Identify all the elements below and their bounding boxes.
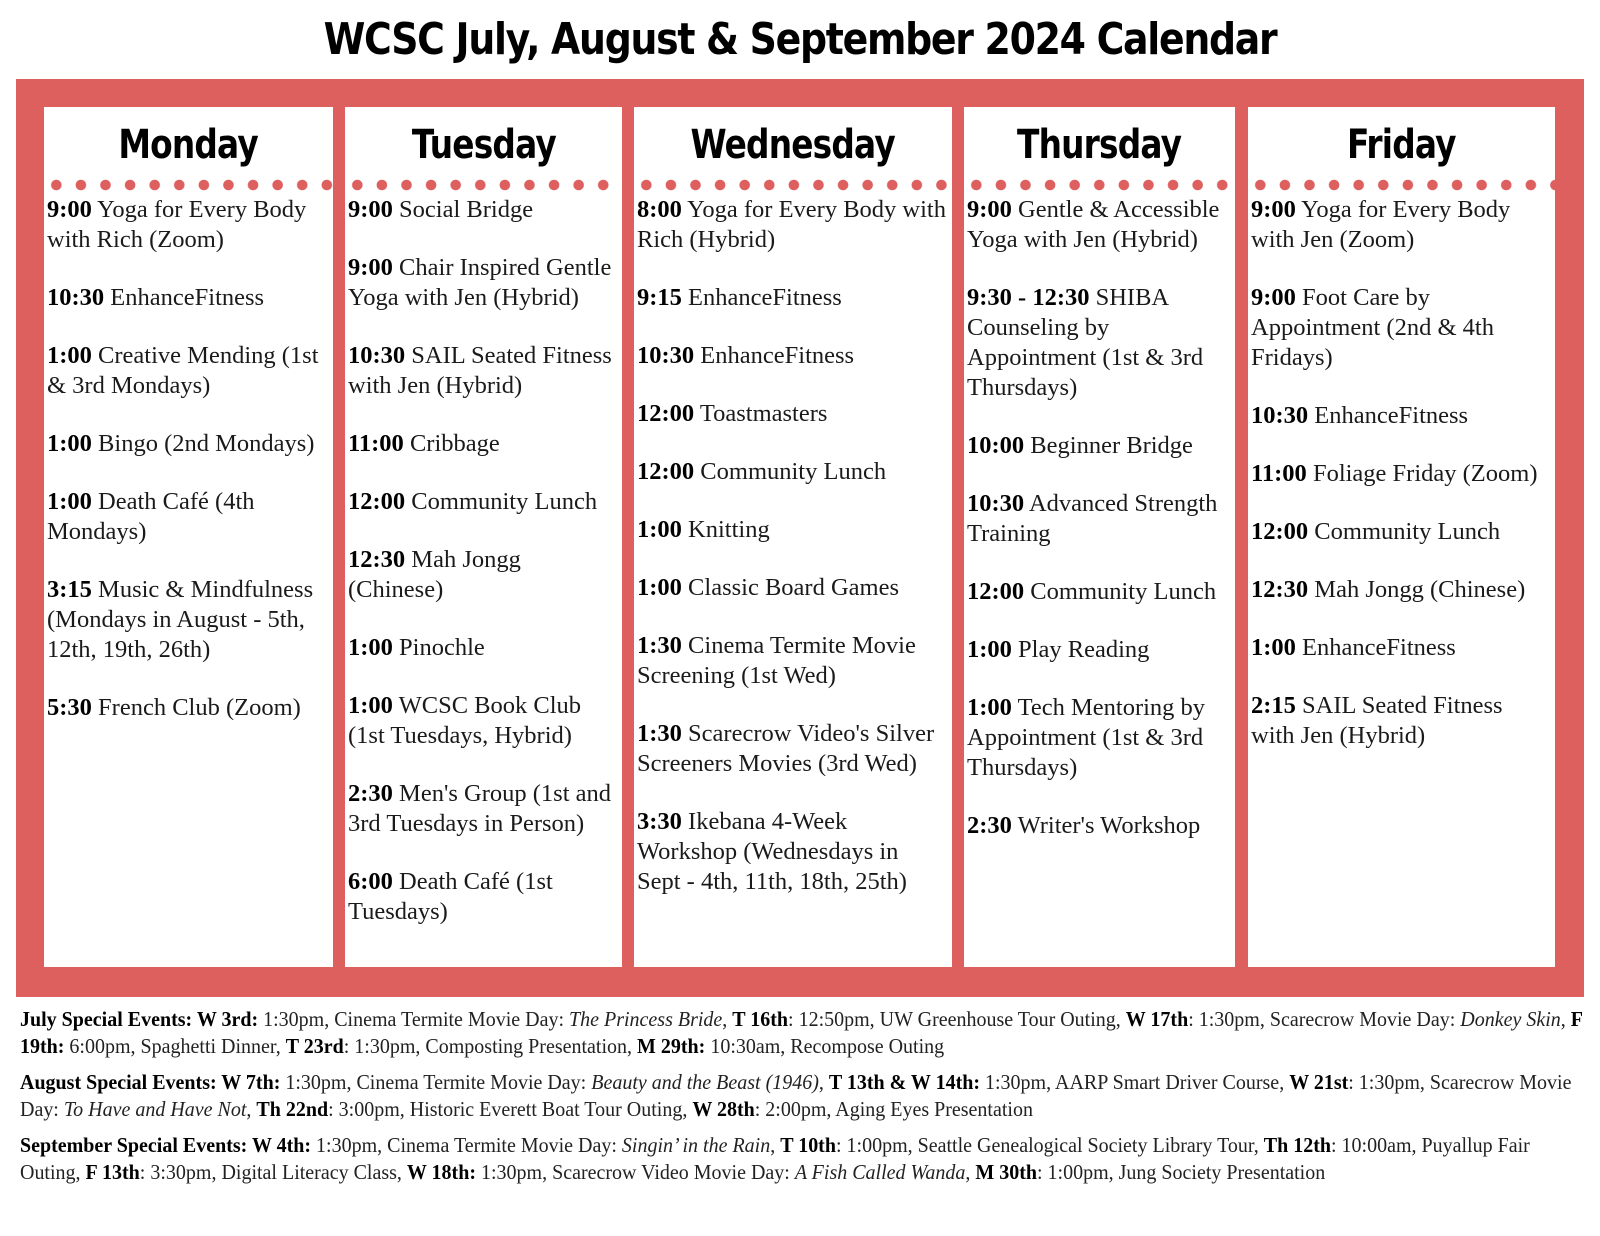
event-item xyxy=(47,283,329,313)
day-heading: Friday xyxy=(1347,122,1456,168)
event-time: 10:00 xyxy=(967,432,1025,459)
event-item xyxy=(967,283,1231,403)
event-title: Death Café (4th Mondays) xyxy=(47,488,255,545)
event-title: EnhanceFitness xyxy=(1295,634,1456,661)
event-time: 12:00 xyxy=(1251,518,1309,545)
event-item xyxy=(967,431,1231,461)
event-title: French Club (Zoom) xyxy=(91,694,301,721)
event-title: EnhanceFitness xyxy=(694,342,855,369)
day-column-monday xyxy=(44,107,333,967)
day-heading: Monday xyxy=(118,122,259,168)
special-events-month xyxy=(20,1132,1592,1186)
special-event-item: Th 22nd: 3:00pm, Historic Everett Boat Tour Outing, xyxy=(256,1097,693,1121)
event-title: Foliage Friday (Zoom) xyxy=(1306,460,1538,487)
day-column-friday xyxy=(1248,107,1555,967)
event-title: Community Lunch xyxy=(405,488,598,515)
special-event-item: W 4th: 1:30pm, Cinema Termite Movie Day: Singin’ in the Rain, xyxy=(251,1133,781,1157)
event-title: Pinochle xyxy=(392,634,485,661)
special-event-date: W 7th: xyxy=(221,1070,281,1094)
event-title: Mah Jongg (Chinese) xyxy=(348,546,521,603)
event-time: 1:00 xyxy=(967,636,1012,663)
event-title: Yoga for Every Body with Rich (Zoom) xyxy=(47,196,307,253)
event-time: 2:15 xyxy=(1251,692,1296,719)
event-time: 10:30 xyxy=(47,284,105,311)
event-item xyxy=(1251,517,1551,547)
movie-title: Beauty and the Beast (1946) xyxy=(591,1070,819,1094)
day-heading: Tuesday xyxy=(411,122,556,168)
event-time: 1:00 xyxy=(47,488,92,515)
event-title: Beginner Bridge xyxy=(1024,432,1193,459)
event-title: Bingo (2nd Mondays) xyxy=(91,430,315,457)
event-item xyxy=(348,867,618,927)
event-title: Community Lunch xyxy=(694,458,887,485)
event-time: 9:30 - 12:30 xyxy=(967,284,1090,311)
special-event-item: T 23rd: 1:30pm, Composting Presentation, xyxy=(285,1034,638,1058)
event-time: 9:00 xyxy=(47,196,92,223)
event-title: Music & Mindfulness (Mondays in August - 5th, 12th, 19th, 26th) xyxy=(47,576,314,663)
event-item xyxy=(348,545,618,605)
special-event-item: M 29th: 10:30am, Recompose Outing xyxy=(637,1034,945,1058)
event-title: Play Reading xyxy=(1011,636,1150,663)
event-item xyxy=(348,429,618,459)
event-item xyxy=(1251,401,1551,431)
event-item xyxy=(348,691,618,751)
special-event-date: Th 12th xyxy=(1263,1133,1331,1157)
event-time: 11:00 xyxy=(348,430,404,457)
event-time: 6:00 xyxy=(348,868,393,895)
event-item xyxy=(637,573,948,603)
special-event-date: F 13th xyxy=(85,1160,140,1184)
event-item xyxy=(348,633,618,663)
event-time: 11:00 xyxy=(1251,460,1307,487)
day-column-wednesday xyxy=(634,107,952,967)
event-title: Yoga for Every Body with Rich (Hybrid) xyxy=(637,196,946,253)
special-event-item: W 28th: 2:00pm, Aging Eyes Presentation xyxy=(692,1097,1033,1121)
special-event-item: W 18th: 1:30pm, Scarecrow Video Movie Day: A Fish Called Wanda, xyxy=(406,1160,976,1184)
event-item xyxy=(1251,459,1551,489)
special-events-label: August Special Events: xyxy=(20,1070,222,1094)
event-item xyxy=(348,487,618,517)
event-time: 10:30 xyxy=(637,342,695,369)
event-title: Foot Care by Appointment (2nd & 4th Fridays) xyxy=(1251,284,1494,371)
day-column-thursday xyxy=(964,107,1235,967)
special-event-date: W 21st xyxy=(1289,1070,1349,1094)
special-event-date: F 19th: xyxy=(20,1007,1583,1058)
event-title: Cribbage xyxy=(403,430,500,457)
day-heading: Thursday xyxy=(1017,122,1182,168)
event-title: Scarecrow Video's Silver Screeners Movies (3rd Wed) xyxy=(637,720,935,777)
movie-title: The Princess Bride xyxy=(569,1007,723,1031)
event-title: Advanced Strength Training xyxy=(967,490,1218,547)
event-item xyxy=(47,693,329,723)
event-title: EnhanceFitness xyxy=(1308,402,1469,429)
special-event-item: T 16th: 12:50pm, UW Greenhouse Tour Outing, xyxy=(732,1007,1126,1031)
special-events-label: September Special Events: xyxy=(20,1133,252,1157)
event-time: 1:00 xyxy=(637,574,682,601)
event-item xyxy=(348,341,618,401)
week-grid xyxy=(44,107,1555,967)
event-title: SAIL Seated Fitness with Jen (Hybrid) xyxy=(348,342,612,399)
special-event-item: T 10th: 1:00pm, Seattle Genealogical Society Library Tour, xyxy=(780,1133,1264,1157)
event-item xyxy=(637,399,948,429)
event-time: 1:00 xyxy=(47,342,92,369)
event-time: 9:15 xyxy=(637,284,682,311)
event-item xyxy=(967,195,1231,255)
event-title: WCSC Book Club (1st Tuesdays, Hybrid) xyxy=(348,692,582,749)
event-time: 1:00 xyxy=(348,634,393,661)
special-event-date: W 4th: xyxy=(251,1133,312,1157)
event-item xyxy=(1251,283,1551,373)
event-item xyxy=(1251,195,1551,255)
event-item xyxy=(637,515,948,545)
event-item xyxy=(1251,575,1551,605)
special-event-item: F 13th: 3:30pm, Digital Literacy Class, xyxy=(85,1160,407,1184)
event-time: 12:00 xyxy=(637,400,695,427)
event-item xyxy=(967,489,1231,549)
event-item xyxy=(348,253,618,313)
event-item xyxy=(348,779,618,839)
dotted-divider xyxy=(964,179,1235,191)
event-item xyxy=(637,807,948,897)
event-title: Knitting xyxy=(681,516,770,543)
special-event-item: W 17th: 1:30pm, Scarecrow Movie Day: Donkey Skin, xyxy=(1125,1007,1571,1031)
event-time: 9:00 xyxy=(348,254,393,281)
special-event-item: Th 12th: 10:00am, Puyallup Fair Outing, xyxy=(20,1133,1530,1184)
event-time: 12:00 xyxy=(967,578,1025,605)
event-title: Writer's Workshop xyxy=(1011,812,1201,839)
special-event-date: Th 22nd xyxy=(256,1097,329,1121)
event-time: 10:30 xyxy=(967,490,1025,517)
event-time: 1:00 xyxy=(967,694,1012,721)
event-item xyxy=(47,429,329,459)
event-list xyxy=(1248,183,1555,751)
event-time: 12:00 xyxy=(637,458,695,485)
dotted-divider xyxy=(634,179,952,191)
event-time: 1:30 xyxy=(637,720,682,747)
event-time: 9:00 xyxy=(967,196,1012,223)
event-title: SAIL Seated Fitness with Jen (Hybrid) xyxy=(1251,692,1503,749)
event-item xyxy=(637,283,948,313)
event-item xyxy=(637,719,948,779)
event-time: 2:30 xyxy=(967,812,1012,839)
event-item xyxy=(47,487,329,547)
event-time: 10:30 xyxy=(348,342,406,369)
special-event-date: M 30th xyxy=(975,1160,1037,1184)
special-event-date: T 23rd xyxy=(285,1034,344,1058)
event-item xyxy=(637,457,948,487)
event-time: 12:30 xyxy=(348,546,406,573)
special-event-item: F 19th: 6:00pm, Spaghetti Dinner, xyxy=(20,1007,1583,1058)
event-time: 1:30 xyxy=(637,632,682,659)
event-title: Death Café (1st Tuesdays) xyxy=(348,868,553,925)
movie-title: Singin’ in the Rain xyxy=(621,1133,771,1157)
event-time: 3:30 xyxy=(637,808,682,835)
event-item xyxy=(637,195,948,255)
special-event-date: M 29th: xyxy=(637,1034,706,1058)
event-time: 12:30 xyxy=(1251,576,1309,603)
event-item xyxy=(47,575,329,665)
event-item xyxy=(967,635,1231,665)
special-event-item: M 30th: 1:00pm, Jung Society Presentation xyxy=(975,1160,1326,1184)
event-title: Gentle & Accessible Yoga with Jen (Hybrid) xyxy=(967,196,1220,253)
special-event-item: W 7th: 1:30pm, Cinema Termite Movie Day: Beauty and the Beast (1946), xyxy=(221,1070,829,1094)
event-item xyxy=(348,195,618,225)
event-item xyxy=(637,341,948,371)
movie-title: A Fish Called Wanda xyxy=(794,1160,966,1184)
event-item xyxy=(47,195,329,255)
event-title: Chair Inspired Gentle Yoga with Jen (Hybrid) xyxy=(348,254,612,311)
special-event-date: T 16th xyxy=(732,1007,789,1031)
event-item xyxy=(967,577,1231,607)
event-time: 1:00 xyxy=(47,430,92,457)
movie-title: Donkey Skin xyxy=(1460,1007,1561,1031)
special-events xyxy=(20,1006,1590,1195)
event-title: Yoga for Every Body with Jen (Zoom) xyxy=(1251,196,1511,253)
event-title: SHIBA Counseling by Appointment (1st & 3rd Thursdays) xyxy=(967,284,1204,401)
event-title: Toastmasters xyxy=(694,400,828,427)
event-time: 10:30 xyxy=(1251,402,1309,429)
event-time: 3:15 xyxy=(47,576,92,603)
event-title: Community Lunch xyxy=(1024,578,1217,605)
dotted-divider xyxy=(1248,179,1555,191)
page-title: WCSC July, August & September 2024 Calendar xyxy=(323,14,1277,65)
special-event-item: W 21st: 1:30pm, Scarecrow Movie Day: To Have and Have Not, xyxy=(20,1070,1572,1121)
special-event-item: T 13th & W 14th: 1:30pm, AARP Smart Driver Course, xyxy=(828,1070,1290,1094)
event-list xyxy=(964,183,1235,841)
movie-title: To Have and Have Not xyxy=(63,1097,247,1121)
event-title: Tech Mentoring by Appointment (1st & 3rd Thursdays) xyxy=(967,694,1206,781)
event-time: 1:00 xyxy=(637,516,682,543)
event-title: EnhanceFitness xyxy=(104,284,265,311)
event-item xyxy=(1251,691,1551,751)
dotted-divider xyxy=(44,179,333,191)
event-title: Creative Mending (1st & 3rd Mondays) xyxy=(47,342,319,399)
event-time: 9:00 xyxy=(1251,284,1296,311)
event-item xyxy=(47,341,329,401)
event-time: 2:30 xyxy=(348,780,393,807)
event-time: 8:00 xyxy=(637,196,682,223)
event-title: Social Bridge xyxy=(392,196,534,223)
special-event-date: W 28th xyxy=(692,1097,755,1121)
event-time: 9:00 xyxy=(1251,196,1296,223)
event-list xyxy=(44,183,333,723)
event-title: Cinema Termite Movie Screening (1st Wed) xyxy=(637,632,916,689)
event-time: 1:00 xyxy=(1251,634,1296,661)
special-events-label: July Special Events: xyxy=(20,1007,197,1031)
dotted-divider xyxy=(345,179,622,191)
event-title: Community Lunch xyxy=(1308,518,1501,545)
event-title: Classic Board Games xyxy=(681,574,899,601)
special-event-date: W 17th xyxy=(1125,1007,1189,1031)
event-time: 1:00 xyxy=(348,692,393,719)
event-title: Men's Group (1st and 3rd Tuesdays in Person) xyxy=(348,780,612,837)
event-list xyxy=(634,183,952,897)
special-events-month xyxy=(20,1006,1592,1060)
event-title: EnhanceFitness xyxy=(681,284,842,311)
event-time: 5:30 xyxy=(47,694,92,721)
event-item xyxy=(967,693,1231,783)
special-event-date: T 10th xyxy=(780,1133,836,1157)
event-item xyxy=(967,811,1231,841)
special-event-date: T 13th & W 14th: xyxy=(828,1070,981,1094)
event-item xyxy=(637,631,948,691)
event-time: 9:00 xyxy=(348,196,393,223)
event-item xyxy=(1251,633,1551,663)
special-event-date: W 3rd: xyxy=(196,1007,259,1031)
event-list xyxy=(345,183,622,927)
special-events-month xyxy=(20,1069,1592,1123)
special-event-item: W 3rd: 1:30pm, Cinema Termite Movie Day: The Princess Bride, xyxy=(196,1007,733,1031)
day-heading: Wednesday xyxy=(690,122,896,168)
event-time: 12:00 xyxy=(348,488,406,515)
day-column-tuesday xyxy=(345,107,622,967)
special-event-date: W 18th: xyxy=(406,1160,476,1184)
event-title: Mah Jongg (Chinese) xyxy=(1308,576,1526,603)
event-title: Ikebana 4-Week Workshop (Wednesdays in Sept - 4th, 11th, 18th, 25th) xyxy=(637,808,907,895)
